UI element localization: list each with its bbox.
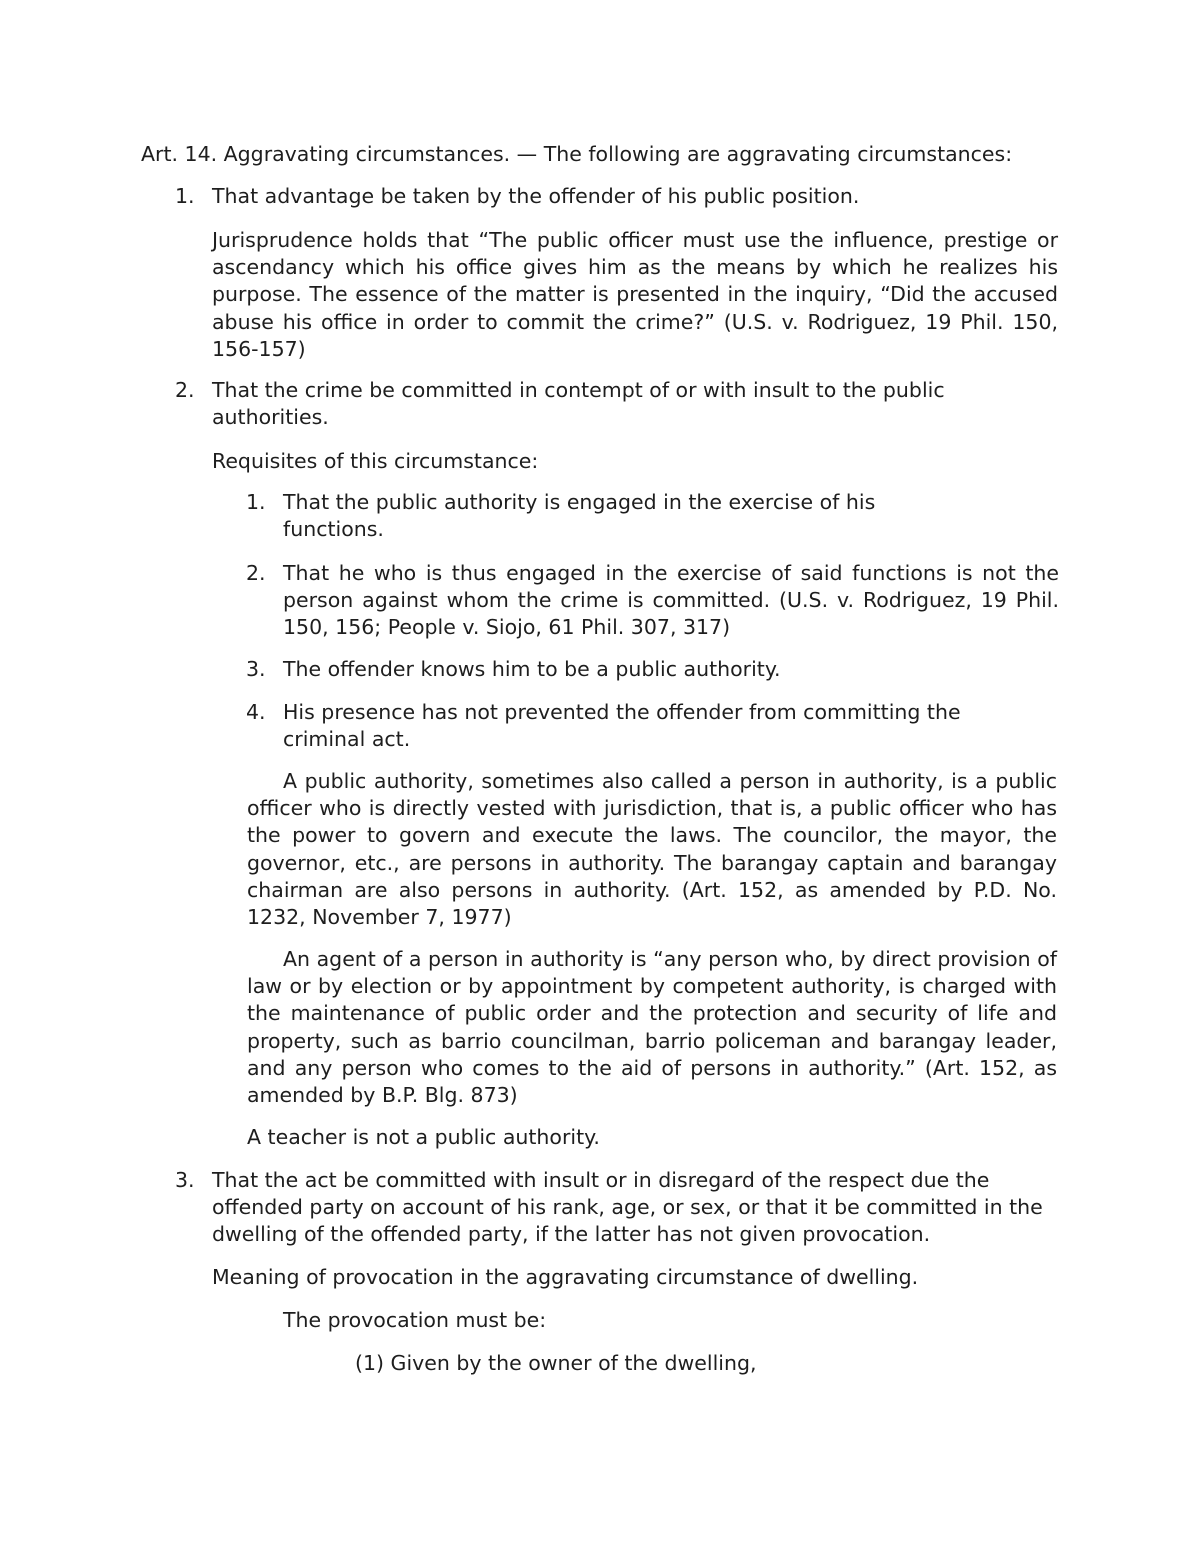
- article-heading: Art. 14. Aggravating circumstances. — The following are aggravating circumstances:: [141, 142, 1013, 166]
- requisite-item-2: [246, 560, 1059, 642]
- requisite-number: 2.: [246, 561, 266, 585]
- provocation-intro: The provocation must be:: [283, 1308, 547, 1332]
- requisite-text: That the public authority is engaged in the exercise of his functions.: [283, 490, 876, 542]
- list-number: 3.: [175, 1168, 195, 1192]
- requisite-text: The offender knows him to be a public authority.: [283, 657, 781, 681]
- list-item-text: That advantage be taken by the offender of his public position.: [212, 184, 860, 208]
- jurisprudence-paragraph: Jurisprudence holds that “The public officer must use the influence, prestige or ascendancy which his office gives him as the means by which he realizes his purpose. The essence of the matter is presented in the inquiry, “Did the accused abuse his office in order to commit the crime?” (U.S. v. Rodriguez, 19 Phil. 150, 156-157): [212, 228, 1058, 361]
- requisite-text: His presence has not prevented the offender from committing the criminal act.: [283, 700, 961, 752]
- list-item-2: [175, 377, 1012, 431]
- requisite-item-1: [246, 489, 943, 543]
- public-authority-paragraph: A public authority, sometimes also called a person in authority, is a public officer who is directly vested with jurisdiction, that is, a public officer who has the power to govern and execute the laws. The councilor, the mayor, the governor, etc., are persons in authority. The barangay captain and barangay chairman are also persons in authority. (Art. 152, as amended by P.D. No. 1232, November 7, 1977): [247, 769, 1057, 930]
- agent-paragraph: An agent of a person in authority is “any person who, by direct provision of law or by election or by appointment by competent authority, is charged with the maintenance of public order and the protection and security of life and property, such as barrio councilman, barrio policeman and barangay leader, and any person who comes to the aid of persons in authority.” (Art. 152, as amended by B.P. Blg. 873): [247, 947, 1057, 1108]
- list-item-text: That the crime be committed in contempt of or with insult to the public authorities.: [212, 378, 945, 430]
- provocation-condition-1: (1) Given by the owner of the dwelling,: [355, 1351, 757, 1375]
- list-item-1: [175, 183, 1072, 210]
- provocation-meaning: Meaning of provocation in the aggravating circumstance of dwelling.: [212, 1265, 919, 1289]
- list-number: 1.: [175, 184, 195, 208]
- requisite-item-4: [246, 699, 1043, 753]
- list-number: 2.: [175, 378, 195, 402]
- list-item-text: That the act be committed with insult or in disregard of the respect due the offended party on account of his rank, age, or sex, or that it be committed in the dwelling of the offended party, if the latter has not given provocation.: [212, 1168, 1043, 1247]
- requisite-text: That he who is thus engaged in the exercise of said functions is not the person against whom the crime is committed. (U.S. v. Rodriguez, 19 Phil. 150, 156; People v. Siojo, 61 Phil. 307, 317): [283, 561, 1059, 640]
- requisite-number: 3.: [246, 657, 266, 681]
- requisites-intro: Requisites of this circumstance:: [212, 449, 539, 473]
- teacher-note: A teacher is not a public authority.: [247, 1125, 600, 1149]
- requisite-number: 4.: [246, 700, 266, 724]
- list-item-3: [175, 1167, 1058, 1249]
- requisite-number: 1.: [246, 490, 266, 514]
- requisite-item-3: [246, 656, 983, 683]
